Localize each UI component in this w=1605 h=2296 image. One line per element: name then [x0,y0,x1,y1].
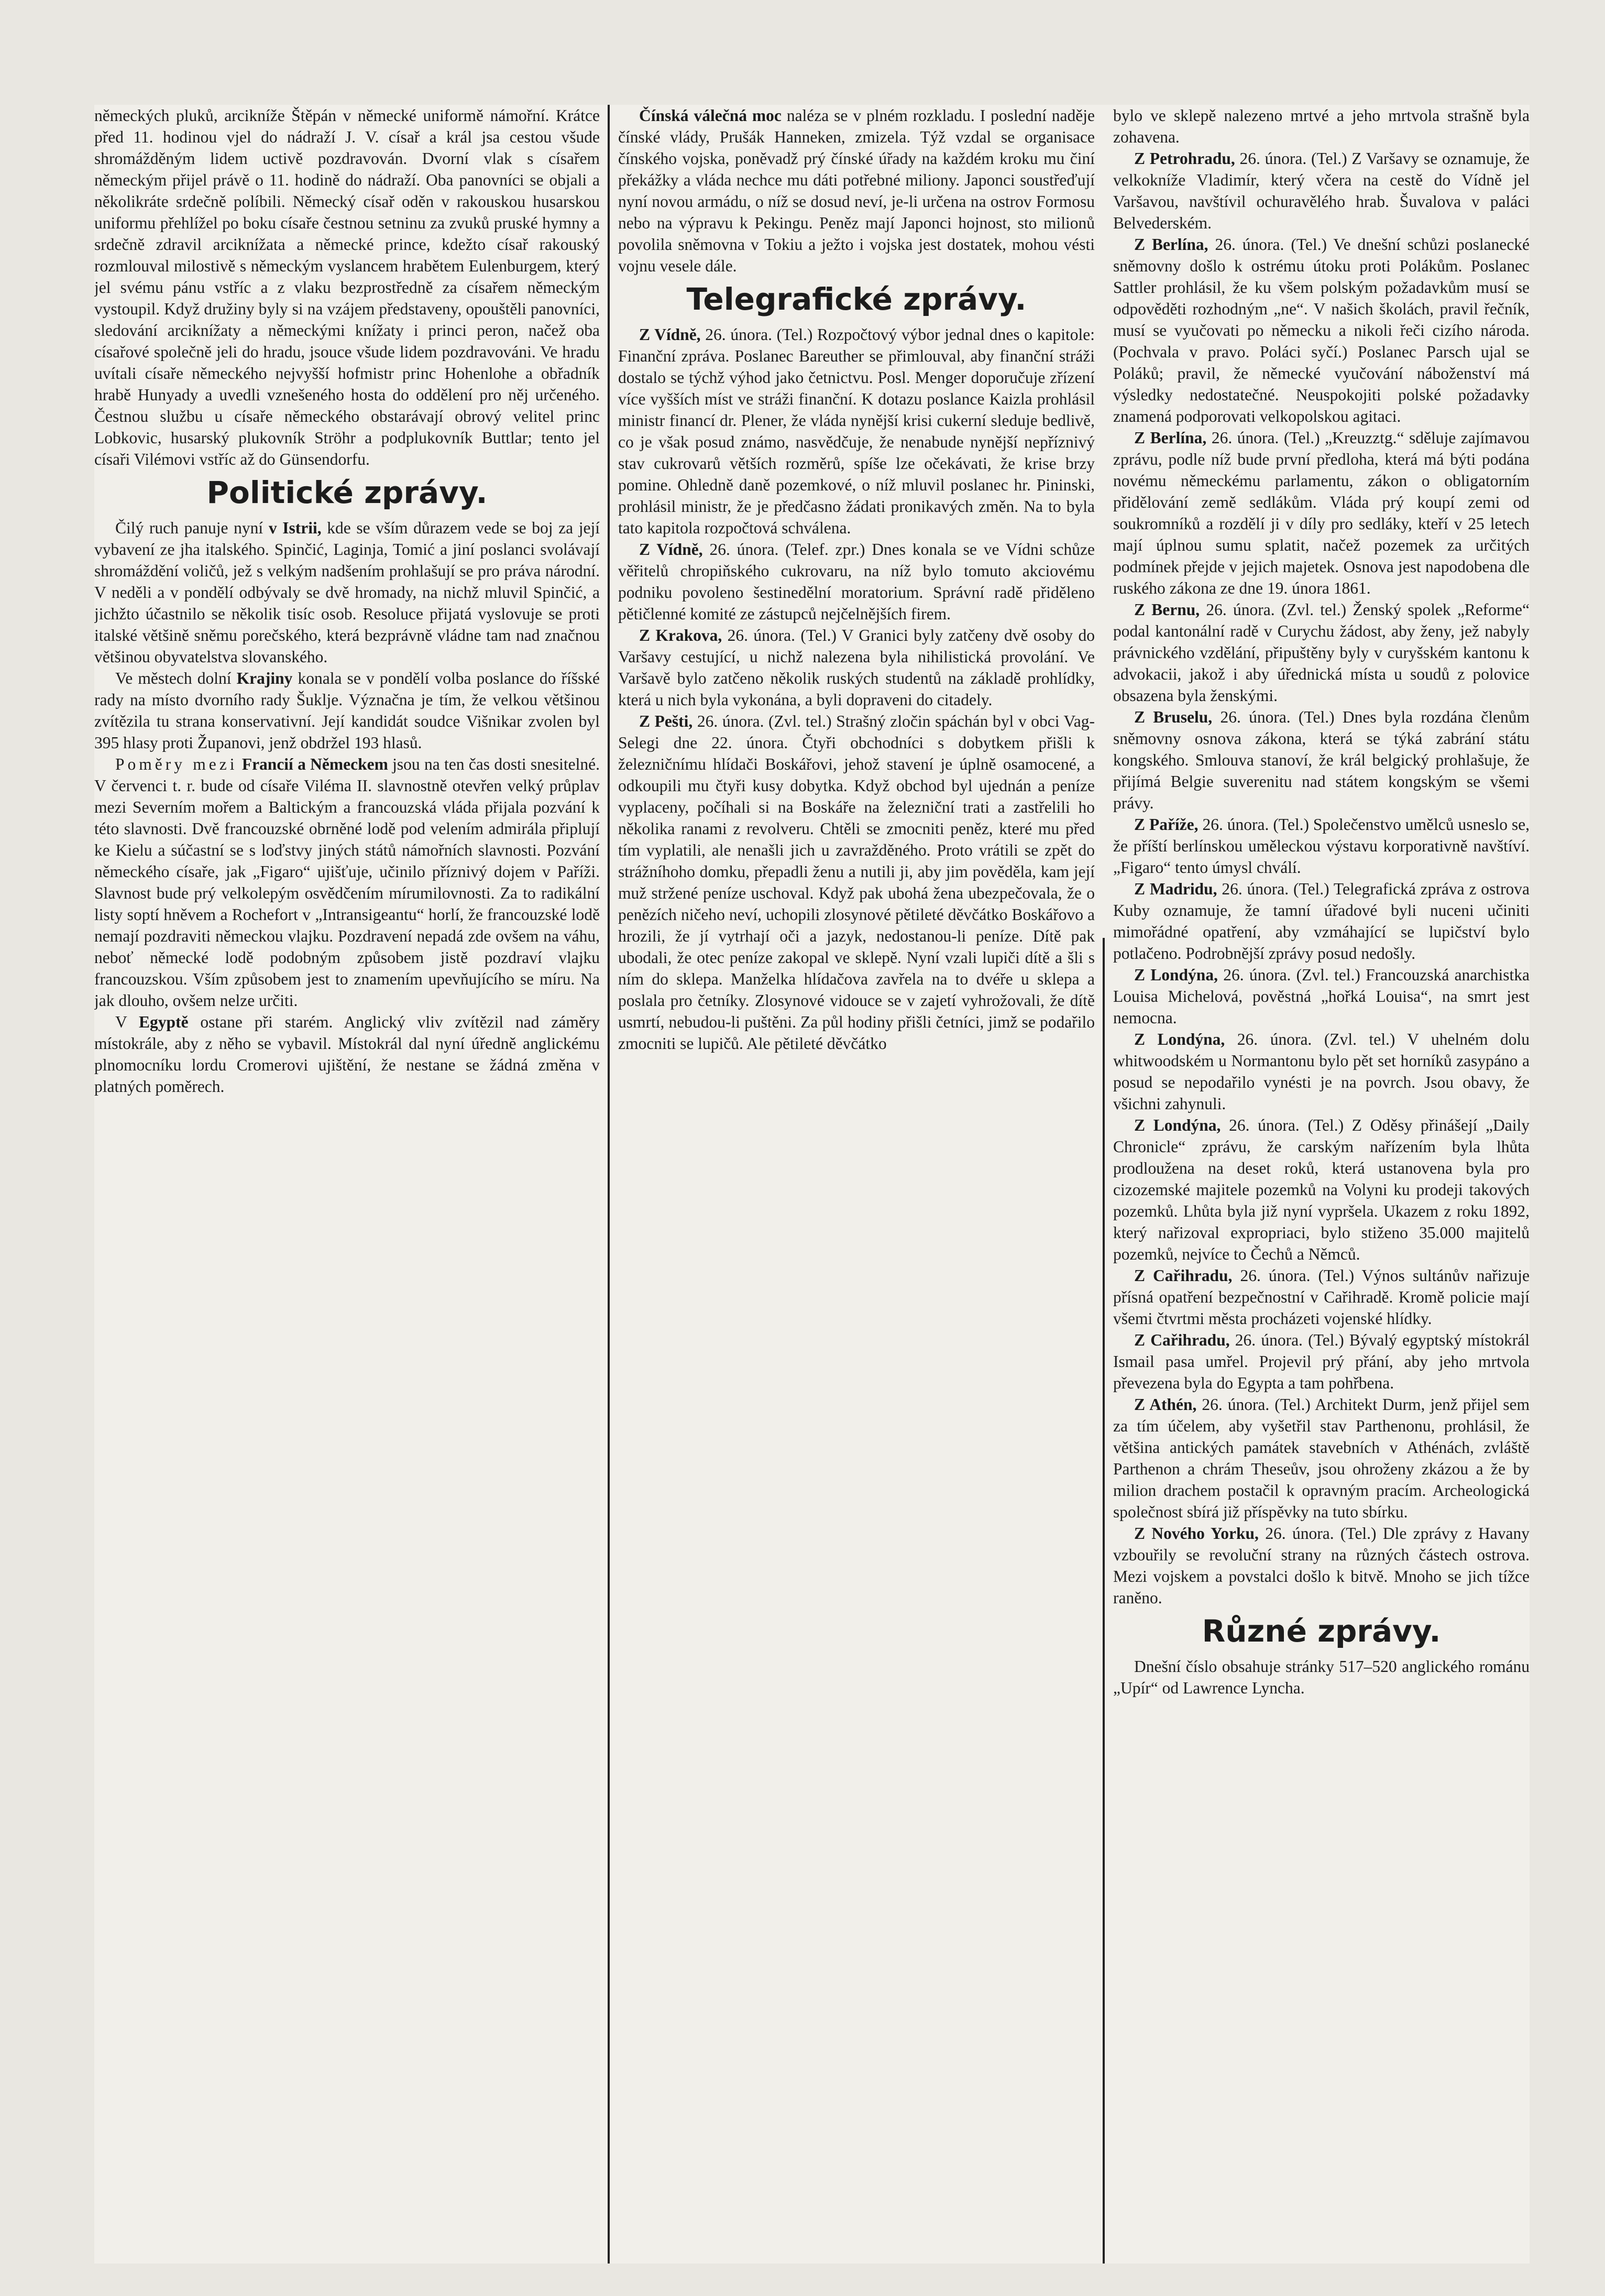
telegram: Z Petrohradu, 26. února. (Tel.) Z Varšavy se oznamuje, že velkokníže Vladimír, který včera na cestě do Vídně jel Varšavou, navštívil ochuravělého hrab. Šuvalova v paláci Belvederském. [1113,149,1530,232]
telegram: Z Londýna, 26. února. (Tel.) Z Oděsy přinášejí „Daily Chronicle“ zprávu, že carským nařízením byla lhůta prodloužena na deset roků, která ustanovena byla pro cizozemské majitele pozemků na Volyni ku prodeji takových pozemků. Lhůta byla již nyní vypršela. Ukazem z roku 1892, který nařizoval expropriaci, bylo stiženo 35.000 majitelů pozemků, nejvíce to Čechů a Němců. [1113,1116,1530,1263]
newspaper-page [94,105,1530,2264]
column-right [1113,105,1530,2264]
telegram: Z Nového Yorku, 26. února. (Tel.) Dle zprávy z Havany vzbouřily se revoluční strany na různých částech ostrova. Mezi vojskem a povstalci došlo k bitvě. Mnoho se jich tížce raněno. [1113,1524,1530,1607]
telegram: Z Athén, 26. února. (Tel.) Architekt Durm, jenž přijel sem za tím účelem, aby vyšetřil stav Parthenonu, prohlásil, že většina antických památek stavebních v Athénách, zvláště Parthenon a chrám Theseův, jsou ohroženy zkázou a že by milion drachem postačil k opravným pracím. Archeologická společnost sbírá již příspěvky na tuto sbírku. [1113,1395,1530,1521]
section-title-politicke: Politické zprávy. [206,475,488,510]
section-title-telegraficke: Telegrafické zprávy. [686,281,1027,317]
column-left [94,105,600,2264]
column-rule [608,105,610,2264]
article-istrie: Čilý ruch panuje nyní v Istrii, kde se vším důrazem vede se boj za její vybavení ze jha italského. Spinčić, Laginja, Tomić a jiní poslanci svolávají shromáždění voličů, jež s velkým nadšením prohlašují se pro práva národní. V neděli a v pondělí odbývaly se dvě hromady, na nichž mluvil Spinčić, a jichžto účastnilo se několik tisíc osob. Resoluce přijatá vyslovuje se proti italské většině sněmu porečského, která bezprávně vládne tam nad značnou většinou obyvatelstva slovanského. [94,519,600,666]
column-middle [618,105,1095,2264]
keyword: v Istrii, [268,519,322,537]
telegram: Z Bruselu, 26. února. (Tel.) Dnes byla rozdána členům sněmovny osnova zákona, která se týká zabrání státu kongského. Smlouva stanoví, že král belgický prohlašuje, že přijímá Belgie suverenitu nad státem kongským se všemi právy. [1113,708,1530,812]
telegram: Z Cařihradu, 26. února. (Tel.) Výnos sultánův nařizuje přísná opatření bezpečnostní v Cařihradě. Kromě policie mají všemi čtvrtmi města procházeti vojenské hlídky. [1113,1266,1530,1328]
column-rule [1103,938,1105,2264]
telegram: Z Paříže, 26. února. (Tel.) Společenstvo umělců usneslo se, že příští berlínskou uměleckou výstavu korporativně navštíví. „Figaro“ tento úmysl chválí. [1113,815,1530,877]
article-egypt: V Egyptě ostane při starém. Anglický vliv zvítězil nad záměry místokrále, aby z něho se vybavil. Místokrál dal nyní úředně anglickému plnomocníku lordu Cromerovi ujištění, že nestane se žádná změna v platných poměrech. [94,1013,600,1096]
article-francie: Poměry mezi Francií a Německem jsou na ten čas dosti snesitelné. V červenci t. r. bude od císaře Viléma II. slavnostně otevřen velký průplav mezi Severním mořem a Baltickým a francouzská vláda přijala pozvání k této slavnosti. Dvě francouzské obrněné lodě pod velením admirála připlují ke Kielu a súčastní se s loďstvy jiných států námořních slavnosti. Pozvání německého císaře, jak „Figaro“ ujišťuje, učinilo příznivý dojem v Paříži. Slavnost bude prý velkolepým osvědčením mírumilovnosti. Za to radikální listy soptí hněvem a Rochefort v „Intransigeantu“ horlí, že francouzské lodě nemají pozdraviti německou vlajku. Pozdravení nepadá zde ovšem na váhu, neboť německé lodě podobným způsobem jistě pozdraví vlajku francouzskou. Vším způsobem jest to znamením upevňujícího se míru. Na jak dlouho, ovšem nelze určiti. [94,755,600,1010]
article-krajina: Ve městech dolní Krajiny konala se v pondělí volba poslance do říšské rady na místo dvorního rady Šuklje. Význačna je tím, že velkou většinou zvítězila tu strana konservativní. Její kandidát soudce Višnikar zvolen byl 395 hlasy proti Županovi, jenž obdržel 193 hlasů. [94,669,600,752]
section-title-ruzne: Různé zprávy. [1202,1613,1441,1649]
keyword: Čínská válečná moc [639,106,782,125]
keyword: Krajiny [236,669,293,687]
telegram: Z Vídně, 26. února. (Tel.) Rozpočtový výbor jednal dnes o kapitole: Finanční zpráva. Poslanec Bareuther se přimlouval, aby finanční stráži dostalo se týchž výhod jako četnictvu. Posl. Menger doporučuje zřízení více vyšších míst ve stráži finanční. K dotazu poslance Kaizla prohlásil ministr financí dr. Plener, že vláda nynější krisi cukerní sleduje bedlivě, co je však posud známo, nasvědčuje, že nenabude nynější nepříznivý stav cukrovarů větších rozměrů, spíše lze očekávati, že krise brzy pomine. Ohledně daně pozemkové, o níž mluvil poslanec hr. Pininski, prohlásil ministr, že je předčasno žádati pronikavých změn. Na to byla tato kapitola rozpočtová schválena. [618,325,1095,537]
telegram: Z Krakova, 26. února. (Tel.) V Granici byly zatčeny dvě osoby do Varšavy cestující, u nichž nalezena byla nihilistická provolání. Ve Varšavě bylo zatčeno několik ruských studentů na základě prohlídky, která u nich byla vykonána, a byli dopraveni do citadely. [618,626,1095,709]
telegram: Z Madridu, 26. února. (Tel.) Telegrafická zpráva z ostrova Kuby oznamuje, že tamní úřadové byli nuceni učiniti mimořádné opatření, aby vzmáhající se lupičství bylo potlačeno. Podrobnější zprávy posud nedošly. [1113,880,1530,963]
article-continuation: bylo ve sklepě nalezeno mrtvé a jeho mrtvola strašně byla zohavena. [1113,106,1530,146]
telegram: Z Pešti, 26. února. (Zvl. tel.) Strašný zločin spáchán byl v obci Vag-Selegi dne 22. února. Čtyři obchodníci s dobytkem přišli k železničnímu hlídači Boskářovi, jehož stavení je úplně osamocené, a odkoupili mu čtyři kusy dobytka. Když obchod byl ujednán a peníze vyplaceny, počíhali si na Boskáře na železniční trati a zastřelili ho několika ranami z revolveru. Chtěli se zmocniti peněz, které mu před tím vyplatili, ale nenašli jich u zavražděného. Proto vrátili se zpět do strážníhoho domku, přepadli ženu a nutili ji, aby jim pověděla, kam její muž stržené peníze uschoval. Když pak ubohá žena ubezpečovala, že o penězích ničeho neví, uchopili zlosynové pětileté děvčátko Boskářovo a hrozili, že jí vytrhají oči a jazyk, nedostanou-li peníze. Dítě pak ubodali, že otec peníze zakopal ve sklepě. Nyní vzali lupiči dítě a šli s ním do sklepa. Manželka hlídačova zavřela na to dvéře u sklepa a poslala pro četníky. Zlosynové vidouce se v zajetí vyhrožovali, že dítě usmrtí, nebudou-li puštěni. Za půl hodiny přišli četníci, jimž se podařilo zmocniti se lupičů. Ale pětileté děvčátko [618,712,1095,1053]
article-continuation: německých pluků, arcikníže Štěpán v německé uniformě námořní. Krátce před 11. hodinou vjel do nádraží J. V. císař a král jsa cestou všude shromážděným lidem uctivě pozdravován. Dvorní vlak s císařem německým přijel právě o 11. hodině do nádraží. Oba panovníci se objali a několikráte srdečně políbili. Německý císař oděn v rakouskou husarskou uniformu přehlížel po boku císaře čestnou setninu za zvuků pruské hymny a srdečně zdravil arciknížata a německé prince, kdežto císař rakouský rozmlouval milostivě s německým vyslancem hrabětem Eulenburgem, který jel svému pánu vstříc a z vlaku bezprostředně za císařem německým vystoupil. Když družiny byly si na vzájem představeny, opouštěli panovníci, sledování arciknížaty a německými knížaty i princi peron, načež oba císařové společně jeli do hradu, jsouce všude lidem pozdravováni. Ve hradu uvítali císaře německého nejvyšší hofmistr princ Hohenlohe a obřadník hrabě Hunyady a uvedli vznešeného hosta do oddělení pro něj určeného. Čestnou službu u císaře německého obstarávají obrový velitel princ Lobkovic, husarský plukovník Ströhr a podplukovník Buttlar; tento jel císaři Vilémovi vstříc až do Günsendorfu. [94,106,600,468]
telegram: Z Londýna, 26. února. (Zvl. tel.) V uhelném dolu whitwoodském u Normantonu bylo pět set horníků zasypáno a posud se nepodařilo vynésti je na povrch. Jsou obavy, že všichni zahynuli. [1113,1030,1530,1113]
keyword: Francií a Německem [241,755,388,773]
misc-note: Dnešní číslo obsahuje stránky 517–520 anglického románu „Upír“ od Lawrence Lyncha. [1113,1657,1530,1697]
telegram: Z Londýna, 26. února. (Zvl. tel.) Francouzská anarchistka Louisa Michelová, pověstná „hořká Louisa“, na smrt jest nemocna. [1113,966,1530,1027]
telegram: Z Berlína, 26. února. (Tel.) Ve dnešní schůzi poslanecké sněmovny došlo k ostrému útoku proti Polákům. Poslanec Sattler prohlásil, že ku všem polským požadavkům musí se odpověděti rozhodným „ne“. V našich školách, pravil řečník, musí se vyučovati po německu a nikoli řeči cizího národa. (Pochvala v pravo. Poláci syčí.) Poslanec Parsch ujal se Poláků; pravil, že německé vyučování náboženství má výsledky nedostatečné. Neuspokojiti polské požadavky znamená podporovati velkopolskou agitaci. [1113,235,1530,425]
telegram: Z Cařihradu, 26. února. (Tel.) Bývalý egyptský místokrál Ismail pasa umřel. Projevil prý přání, aby jeho mrtvola převezena byla do Egypta a tam pohřbena. [1113,1331,1530,1392]
telegram: Z Vídně, 26. února. (Telef. zpr.) Dnes konala se ve Vídni schůze věřitelů chropiňského cukrovaru, na níž bylo tomuto akciovému podniku povoleno šestinedělní moratorium. Správní radě přiděleno pětičlenné komité ze zástupců nejčelnějších firem. [618,540,1095,623]
telegram: Z Bernu, 26. února. (Zvl. tel.) Ženský spolek „Reforme“ podal kantonální radě v Curychu žádost, aby ženy, jež nabyly právnického vzdělání, připuštěny byly v curyšském kantonu k advokacii, jakož i aby úřednická místa u soudů z polovice obsazena byla ženskými. [1113,600,1530,705]
keyword: Egyptě [139,1013,189,1031]
telegram: Z Berlína, 26. února. (Tel.) „Kreuzztg.“ sděluje zajímavou zprávu, podle níž bude první předloha, která má býti podána novému německému parlamentu, zákon o obligatorním přidělování země sedlákům. Vláda prý koupí zemi od soukromníků a rozdělí ji v díly pro sedláky, kteří v 25 letech mají úplnou sumu splatit, načež pozemek za určitých podmínek přejde v jejich majetek. Osnova jest napodobena dle ruského zákona ze dne 19. února 1861. [1113,429,1530,597]
article-cina: Čínská válečná moc naléza se v plném rozkladu. I poslední naděje čínské vlády, Prušák Hanneken, zmizela. Týž vzdal se organisace čínského vojska, poněvadž prý čínské úřady na každém kroku mu činí překážky a vláda nechce mu dáti potřebné miliony. Japonci soustřeďují nyní novou armádu, o níž se dosud neví, je-li určena na ostrov Formosu nebo na výpravu k Pekingu. Peněz mají Japonci hojnost, sto milionů povolila sněmovna v Tokiu a ježto i vojska jest dostatek, mohou vésti vojnu vesele dále. [618,106,1095,275]
